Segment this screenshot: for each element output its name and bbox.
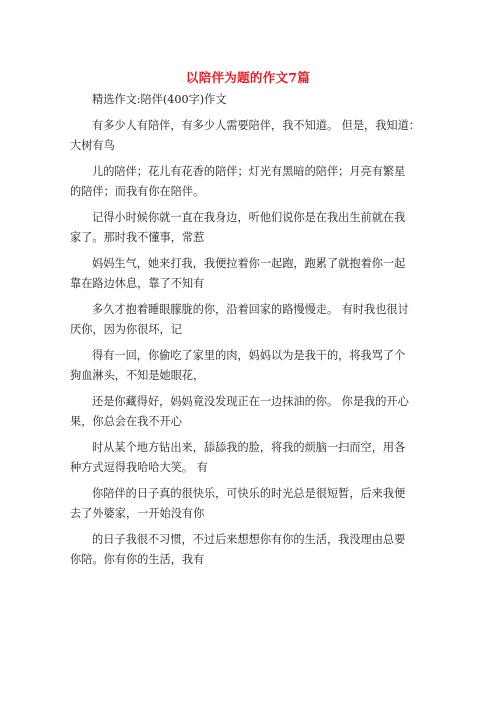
- paragraph-line: 得有一回，你偷吃了家里的肉，妈妈以为是我干的，将我骂了个: [92, 349, 406, 362]
- paragraph-line: 狗血淋头，不知是她眼花，: [70, 369, 205, 382]
- paragraph-8: [70, 438, 422, 478]
- paragraph-3: [70, 208, 422, 248]
- paragraph-line: 去了外婆家，一开始没有你: [70, 507, 205, 520]
- paragraph-line: 果，你总会在我不开心: [70, 415, 182, 428]
- paragraph-4: [70, 254, 422, 294]
- paragraph-line: 你陪。你有你的生活，我有: [70, 553, 205, 566]
- document-subtitle: 精选作文:陪伴(400字)作文: [92, 93, 227, 106]
- paragraph-line: 妈妈生气，她来打我，我便拉着你一起跑，跑累了就抱着你一起: [92, 257, 406, 270]
- paragraph-line: 大树有鸟: [70, 139, 115, 152]
- paragraph-9: [70, 484, 422, 524]
- paragraph-10: [70, 530, 422, 570]
- paragraph-7: [70, 392, 422, 432]
- paragraph-line: 儿的陪伴；花儿有花香的陪伴；灯光有黑暗的陪伴；月亮有繁星: [92, 165, 406, 178]
- paragraph-5: [70, 300, 422, 340]
- paragraph-line: 的陪伴；而我有你在陪伴。: [70, 185, 205, 198]
- paragraph-line: 种方式逗得我哈哈大笑。 有: [70, 461, 208, 474]
- paragraph-line: 多久才抱着睡眼朦胧的你，沿着回家的路慢慢走。 有时我也很讨: [92, 303, 409, 316]
- paragraph-6: [70, 346, 422, 386]
- paragraph-line: 的日子我很不习惯，不过后来想想你有你的生活，我没理由总要: [92, 533, 406, 546]
- paragraph-line: 你陪伴的日子真的很快乐，可快乐的时光总是很短暂，后来我便: [92, 487, 406, 500]
- paragraph-line: 靠在路边休息，靠了不知有: [70, 277, 205, 290]
- paragraph-line: 时从某个地方钻出来，舔舔我的脸，将我的烦脑一扫而空，用各: [92, 441, 406, 454]
- paragraph-line: 家了。那时我不懂事，常惹: [70, 231, 205, 244]
- paragraph-line: 有多少人有陪伴，有多少人需要陪伴，我不知道。 但是，我知道：: [92, 119, 420, 132]
- document-title: 以陪伴为题的作文7篇: [185, 70, 311, 85]
- paragraph-2: [70, 162, 422, 202]
- paragraph-1: [70, 116, 422, 156]
- paragraph-line: 还是你藏得好，妈妈竟没发现正在一边抹油的你。 你是我的开心: [92, 395, 409, 408]
- paragraph-line: 厌你，因为你很坏，记: [70, 323, 182, 336]
- paragraph-line: 记得小时候你就一直在我身边，听他们说你是在我出生前就在我: [92, 211, 406, 224]
